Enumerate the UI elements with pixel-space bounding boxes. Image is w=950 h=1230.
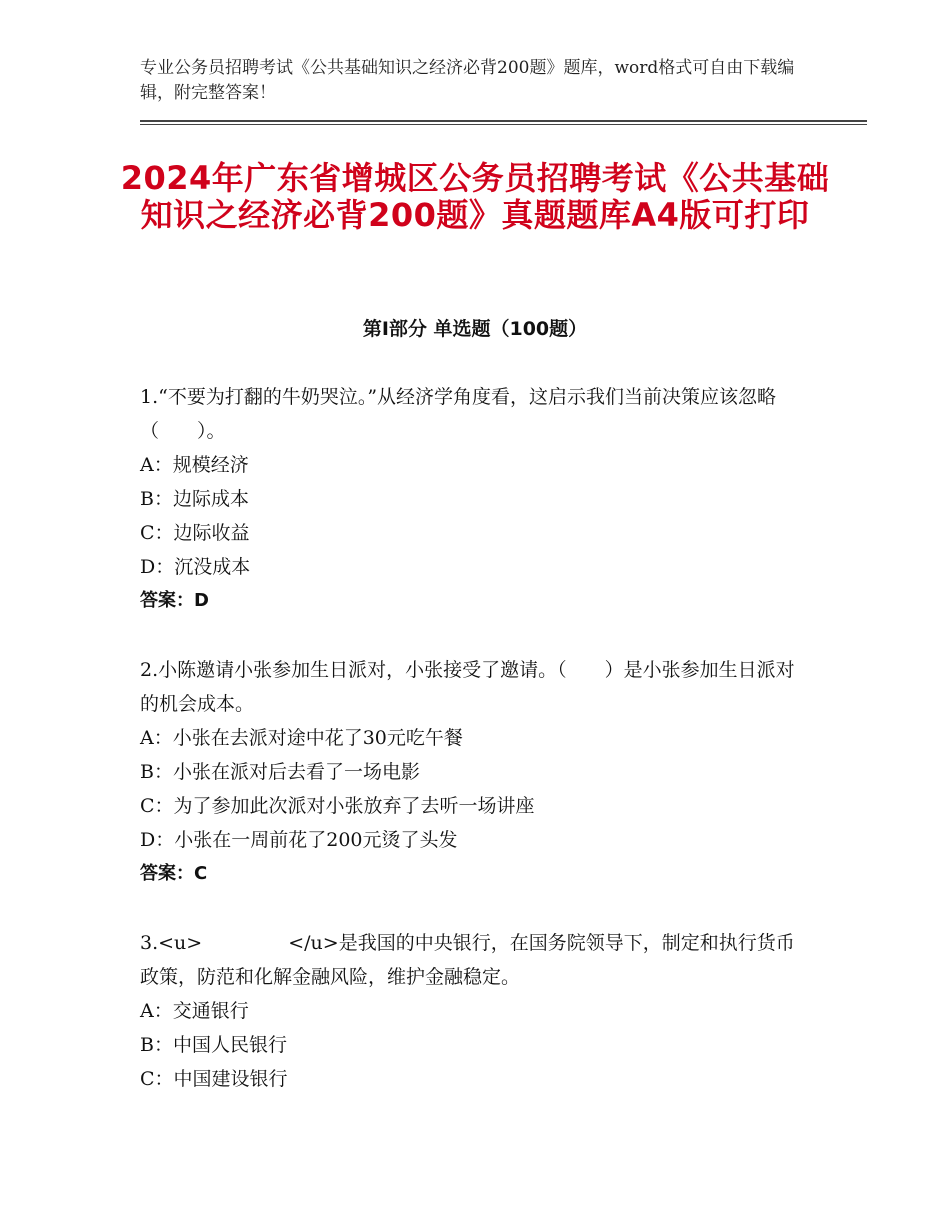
question-text-rest: </u>是我国的中央银行，在国务院领导下，制定和执行货币政策，防范和化解金融风险，维护金融稳定。 — [140, 932, 795, 988]
option-d: D：沉没成本 — [140, 556, 251, 578]
option-d: D：小张在一周前花了200元烫了头发 — [140, 829, 458, 851]
answer: 答案：C — [140, 863, 208, 884]
option-c: C：为了参加此次派对小张放弃了去听一场讲座 — [140, 795, 535, 817]
header-rule-thin — [140, 124, 867, 125]
option-b: B：中国人民银行 — [140, 1034, 287, 1056]
header-note: 专业公务员招聘考试《公共基础知识之经济必背200题》题库，word格式可自由下载编辑，附完整答案！ — [140, 58, 795, 103]
answer: 答案：D — [140, 590, 209, 611]
option-a: A：小张在去派对途中花了30元吃午餐 — [140, 727, 463, 749]
question-3 — [140, 926, 810, 1096]
option-c: C：边际收益 — [140, 522, 250, 544]
question-text-start: 3.<u> — [140, 932, 203, 954]
question-1 — [140, 380, 810, 618]
document-title: 2024年广东省增城区公务员招聘考试《公共基础知识之经济必背200题》真题题库A4版可打印 — [120, 159, 830, 234]
option-b: B：小张在派对后去看了一场电影 — [140, 761, 420, 783]
question-text: 2.小陈邀请小张参加生日派对，小张接受了邀请。（ ）是小张参加生日派对的机会成本。 — [140, 659, 795, 715]
header-rule — [140, 120, 867, 122]
question-2 — [140, 653, 810, 891]
question-text — [140, 926, 810, 994]
question-text: 1.“不要为打翻的牛奶哭泣。”从经济学角度看，这启示我们当前决策应该忽略（ ）。 — [140, 386, 777, 442]
option-c: C：中国建设银行 — [140, 1068, 288, 1090]
option-a: A：交通银行 — [140, 1000, 249, 1022]
section-title: 第Ⅰ部分 单选题（100题） — [362, 318, 588, 340]
option-b: B：边际成本 — [140, 488, 249, 510]
option-a: A：规模经济 — [140, 454, 249, 476]
